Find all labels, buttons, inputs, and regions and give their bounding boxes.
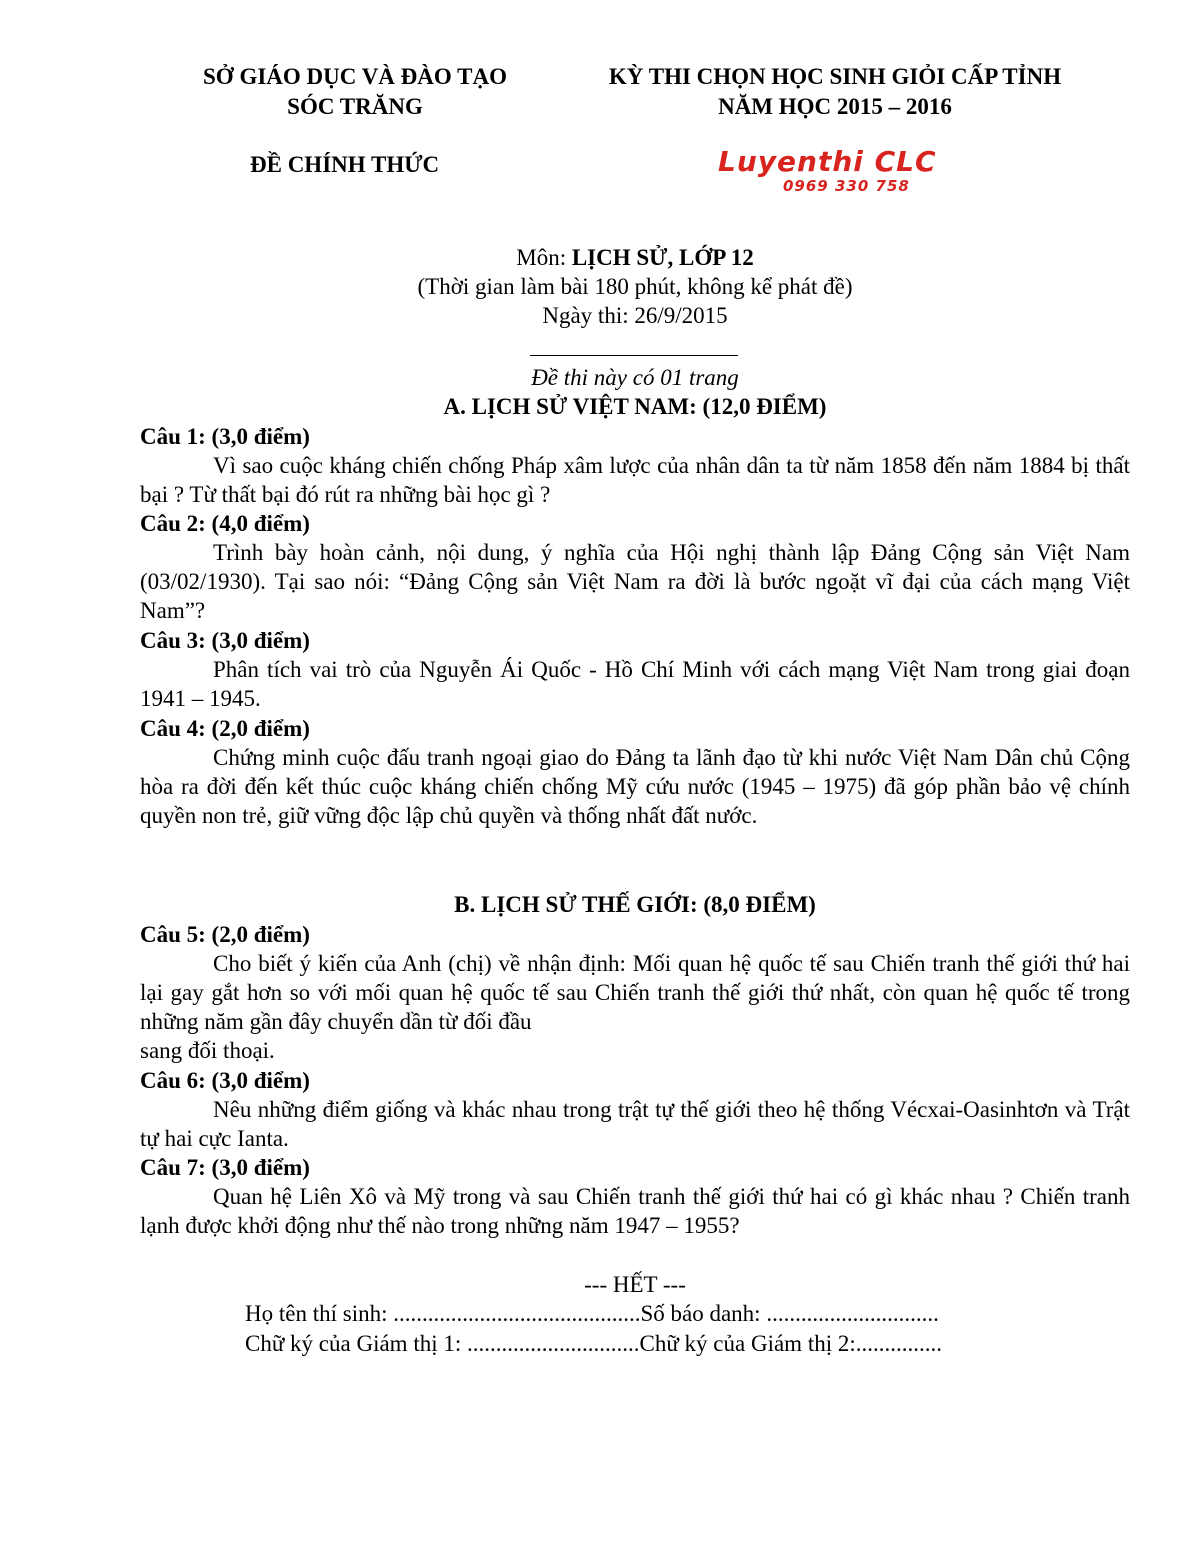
province-name: SÓC TRĂNG [287,94,423,119]
section-a-title: A. LỊCH SỬ VIỆT NAM: (12,0 ĐIỂM) [443,394,827,419]
question-4-text: Chứng minh cuộc đấu tranh ngoại giao do Đảng ta lãnh đạo từ khi nước Việt Nam Dân chủ Cộng hòa ra đời đến kết thúc cuộc kháng chiến chống Mỹ cứu nước (1945 – 1975) đã góp phần bảo vệ chính quyền non trẻ, giữ vững độc lập chủ quyền và thống nhất đất nước. [140,745,1130,828]
subject-name: LỊCH SỬ, LỚP 12 [571,245,754,270]
logo-phone: 0969 330 758 [783,177,910,195]
subject-prefix: Môn: [516,245,572,270]
section-b-title: B. LỊCH SỬ THẾ GIỚI: (8,0 ĐIỂM) [454,892,816,917]
question-2-heading: Câu 2: (4,0 điểm) [140,511,310,536]
proctor-signature-line: Chữ ký của Giám thị 1: ..............................Chữ ký của Giám thị 2:............... [245,1331,942,1356]
question-5-text-tail: sang đối thoại. [140,1038,275,1063]
candidate-info-line: Họ tên thí sinh: ...........................................Số báo danh: .............................. [245,1301,939,1326]
time-allowed: (Thời gian làm bài 180 phút, không kể phát đề) [417,274,853,299]
divider-line [530,355,738,356]
question-3-heading: Câu 3: (3,0 điểm) [140,628,310,653]
page-count-note: Đề thi này có 01 trang [531,365,739,390]
logo-name: Luyenthi CLC [718,145,937,178]
watermark-logo [718,146,943,194]
subject-line [300,243,970,272]
official-label: ĐỀ CHÍNH THỨC [250,152,440,177]
question-2-text: Trình bày hoàn cảnh, nội dung, ý nghĩa của Hội nghị thành lập Đảng Cộng sản Việt Nam (03/02/1930). Tại sao nói: “Đảng Cộng sản Việt Nam ra đời là bước ngoặt vĩ đại của cách mạng Việt Nam”? [140,540,1130,623]
school-year: NĂM HỌC 2015 – 2016 [718,94,952,119]
subject-block [300,243,970,330]
end-marker: --- HẾT --- [584,1272,686,1297]
question-5-heading: Câu 5: (2,0 điểm) [140,922,310,947]
question-6-heading: Câu 6: (3,0 điểm) [140,1068,310,1093]
question-4-heading: Câu 4: (2,0 điểm) [140,716,310,741]
question-1-heading: Câu 1: (3,0 điểm) [140,424,310,449]
question-7-heading: Câu 7: (3,0 điểm) [140,1155,310,1180]
question-5-text: Cho biết ý kiến của Anh (chị) về nhận định: Mối quan hệ quốc tế sau Chiến tranh thế giới thứ hai lại gay gắt hơn so với mối quan hệ quốc tế sau Chiến tranh thế giới thứ nhất, còn quan hệ quốc tế trong những năm gần đây chuyển dần từ đối đầu [140,951,1130,1034]
header-left [170,62,540,122]
question-6-text: Nêu những điểm giống và khác nhau trong trật tự thế giới theo hệ thống Vécxai-Oasinhtơn và Trật tự hai cực Ianta. [140,1097,1130,1151]
exam-name: KỲ THI CHỌN HỌC SINH GIỎI CẤP TỈNH [608,64,1062,89]
department-name: SỞ GIÁO DỤC VÀ ĐÀO TẠO [203,64,507,89]
exam-date: Ngày thi: 26/9/2015 [542,303,728,328]
question-7-text: Quan hệ Liên Xô và Mỹ trong và sau Chiến tranh thế giới thứ hai có gì khác nhau ? Chiến tranh lạnh được khởi động như thế nào trong những năm 1947 – 1955? [140,1184,1130,1238]
question-3-text: Phân tích vai trò của Nguyễn Ái Quốc - Hồ Chí Minh với cách mạng Việt Nam trong giai đoạn 1941 – 1945. [140,657,1130,711]
question-1-text: Vì sao cuộc kháng chiến chống Pháp xâm lược của nhân dân ta từ năm 1858 đến năm 1884 bị thất bại ? Từ thất bại đó rút ra những bài học gì ? [140,453,1130,507]
header-right [575,62,1095,122]
